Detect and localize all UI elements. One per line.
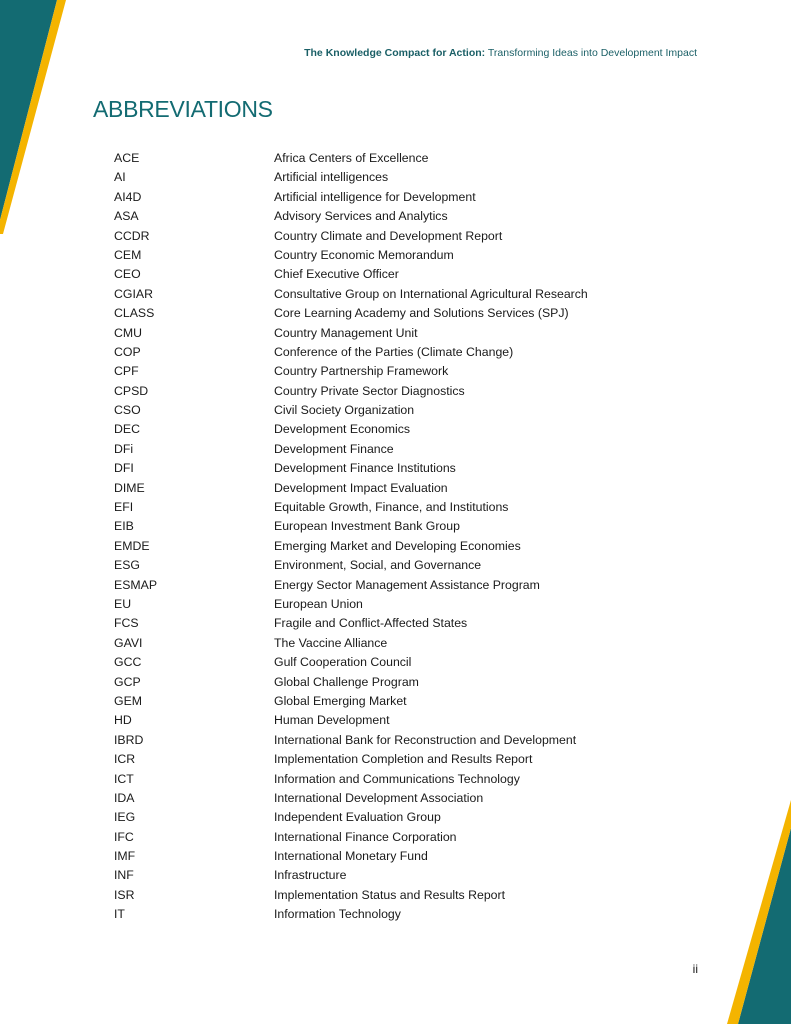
abbreviation-row bbox=[114, 750, 674, 769]
bottom-right-gold-stripe bbox=[727, 800, 791, 1024]
abbreviation-code: DIME bbox=[114, 480, 145, 495]
abbreviation-definition: Infrastructure bbox=[274, 868, 347, 883]
top-left-gold-stripe bbox=[0, 0, 66, 234]
abbreviation-definition: Implementation Completion and Results Report bbox=[274, 752, 533, 767]
abbreviation-code: CMU bbox=[114, 325, 143, 340]
abbreviation-definition: The Vaccine Alliance bbox=[274, 635, 388, 650]
abbreviation-row bbox=[114, 576, 674, 595]
abbreviation-code: AI4D bbox=[114, 189, 142, 204]
abbreviation-definition: Information Technology bbox=[274, 907, 401, 922]
abbreviation-row bbox=[114, 731, 674, 750]
abbreviation-definition: Core Learning Academy and Solutions Services (SPJ) bbox=[274, 306, 569, 321]
abbreviation-definition: Equitable Growth, Finance, and Institutions bbox=[274, 500, 509, 515]
abbreviation-row bbox=[114, 440, 674, 459]
abbreviation-row bbox=[114, 227, 674, 246]
running-header bbox=[304, 47, 697, 59]
abbreviation-code: IDA bbox=[114, 790, 135, 805]
abbreviation-code: FCS bbox=[114, 616, 139, 631]
abbreviation-definition: Implementation Status and Results Report bbox=[274, 887, 506, 902]
abbreviation-code: GCC bbox=[114, 655, 142, 670]
abbreviation-code: ICT bbox=[114, 771, 134, 786]
abbreviation-definition: Emerging Market and Developing Economies bbox=[274, 538, 521, 553]
abbreviation-row bbox=[114, 711, 674, 730]
abbreviation-code: EU bbox=[114, 596, 132, 611]
abbreviation-definition: Independent Evaluation Group bbox=[274, 810, 441, 825]
abbreviation-code: GCP bbox=[114, 674, 141, 689]
abbreviation-definition: Energy Sector Management Assistance Program bbox=[274, 577, 540, 592]
abbreviation-definition: Global Challenge Program bbox=[274, 674, 419, 689]
abbreviation-code: ESG bbox=[114, 558, 140, 573]
abbreviation-row bbox=[114, 459, 674, 478]
abbreviation-row bbox=[114, 692, 674, 711]
abbreviation-row bbox=[114, 537, 674, 556]
abbreviation-code: DFI bbox=[114, 461, 134, 476]
abbreviation-row bbox=[114, 866, 674, 885]
abbreviation-code: GEM bbox=[114, 693, 143, 708]
running-header-subtitle: Transforming Ideas into Development Impact bbox=[487, 47, 697, 59]
abbreviation-definition: International Development Association bbox=[274, 790, 484, 805]
abbreviation-code: ESMAP bbox=[114, 577, 158, 592]
abbreviation-row bbox=[114, 673, 674, 692]
abbreviation-row bbox=[114, 324, 674, 343]
abbreviation-row bbox=[114, 304, 674, 323]
abbreviation-row bbox=[114, 382, 674, 401]
abbreviation-code: HD bbox=[114, 713, 132, 728]
abbreviation-code: DFi bbox=[114, 441, 134, 456]
abbreviation-code: CCDR bbox=[114, 228, 150, 243]
abbreviation-code: IEG bbox=[114, 810, 136, 825]
abbreviation-definition: Artificial intelligence for Development bbox=[274, 189, 476, 204]
abbreviation-row bbox=[114, 808, 674, 827]
abbreviation-row bbox=[114, 789, 674, 808]
abbreviation-code: CGIAR bbox=[114, 286, 153, 301]
abbreviation-row bbox=[114, 207, 674, 226]
abbreviation-code: EMDE bbox=[114, 538, 150, 553]
bottom-right-teal-band bbox=[738, 828, 791, 1024]
top-left-teal-band bbox=[0, 0, 57, 220]
abbreviation-code: IT bbox=[114, 907, 125, 922]
abbreviation-definition: Development Finance Institutions bbox=[274, 461, 456, 476]
page-number: ii bbox=[692, 962, 698, 976]
page-title: ABBREVIATIONS bbox=[93, 96, 273, 122]
abbreviation-code: CEM bbox=[114, 247, 142, 262]
abbreviation-code: DEC bbox=[114, 422, 140, 437]
abbreviation-code: CPF bbox=[114, 364, 139, 379]
abbreviation-code: CPSD bbox=[114, 383, 149, 398]
abbreviation-definition: Development Finance bbox=[274, 441, 394, 456]
abbreviation-row bbox=[114, 246, 674, 265]
abbreviation-definition: Country Climate and Development Report bbox=[274, 228, 503, 243]
abbreviation-code: GAVI bbox=[114, 635, 143, 650]
abbreviation-row bbox=[114, 265, 674, 284]
abbreviation-row bbox=[114, 614, 674, 633]
abbreviation-code: EIB bbox=[114, 519, 134, 534]
abbreviation-code: ASA bbox=[114, 209, 139, 224]
abbreviation-definition: Country Partnership Framework bbox=[274, 364, 449, 379]
abbreviation-row bbox=[114, 343, 674, 362]
abbreviation-definition: Information and Communications Technology bbox=[274, 771, 520, 786]
abbreviation-code: EFI bbox=[114, 500, 134, 515]
abbreviation-list bbox=[114, 149, 674, 925]
abbreviation-code: CEO bbox=[114, 267, 141, 282]
abbreviation-definition: European Union bbox=[274, 596, 363, 611]
abbreviation-code: INF bbox=[114, 868, 134, 883]
abbreviation-definition: Gulf Cooperation Council bbox=[274, 655, 412, 670]
abbreviation-definition: Country Management Unit bbox=[274, 325, 418, 340]
abbreviation-definition: Africa Centers of Excellence bbox=[274, 151, 429, 165]
abbreviation-definition: Civil Society Organization bbox=[274, 403, 415, 418]
abbreviation-row bbox=[114, 653, 674, 672]
abbreviation-definition: International Bank for Reconstruction and Development bbox=[274, 732, 577, 747]
abbreviation-row bbox=[114, 517, 674, 536]
abbreviation-row bbox=[114, 401, 674, 420]
abbreviation-row bbox=[114, 362, 674, 381]
abbreviation-row bbox=[114, 498, 674, 517]
abbreviation-row bbox=[114, 168, 674, 187]
abbreviation-definition: International Finance Corporation bbox=[274, 829, 457, 844]
abbreviation-definition: Global Emerging Market bbox=[274, 693, 407, 708]
abbreviation-row bbox=[114, 479, 674, 498]
abbreviation-code: COP bbox=[114, 344, 141, 359]
abbreviation-definition: Country Economic Memorandum bbox=[274, 247, 454, 262]
abbreviation-definition: Chief Executive Officer bbox=[274, 267, 399, 282]
abbreviation-code: CSO bbox=[114, 403, 141, 418]
abbreviation-row bbox=[114, 595, 674, 614]
abbreviation-row bbox=[114, 847, 674, 866]
abbreviation-code: CLASS bbox=[114, 306, 155, 321]
abbreviation-row bbox=[114, 188, 674, 207]
abbreviation-definition: Human Development bbox=[274, 713, 390, 728]
abbreviation-row bbox=[114, 770, 674, 789]
abbreviation-code: IFC bbox=[114, 829, 134, 844]
abbreviation-row bbox=[114, 149, 674, 168]
abbreviation-row bbox=[114, 420, 674, 439]
abbreviation-definition: Country Private Sector Diagnostics bbox=[274, 383, 465, 398]
abbreviation-definition: International Monetary Fund bbox=[274, 849, 428, 864]
abbreviation-code: ISR bbox=[114, 887, 135, 902]
abbreviation-definition: Conference of the Parties (Climate Change) bbox=[274, 344, 514, 359]
abbreviation-definition: Consultative Group on International Agricultural Research bbox=[274, 286, 588, 301]
abbreviation-code: AI bbox=[114, 170, 126, 185]
abbreviation-row bbox=[114, 285, 674, 304]
abbreviation-definition: European Investment Bank Group bbox=[274, 519, 460, 534]
abbreviation-definition: Development Impact Evaluation bbox=[274, 480, 448, 495]
abbreviation-row bbox=[114, 886, 674, 905]
abbreviation-code: ICR bbox=[114, 752, 136, 767]
abbreviation-row bbox=[114, 905, 674, 924]
running-header-bold: The Knowledge Compact for Action: bbox=[304, 47, 486, 59]
abbreviation-row bbox=[114, 828, 674, 847]
abbreviation-row bbox=[114, 556, 674, 575]
abbreviation-code: IBRD bbox=[114, 732, 144, 747]
abbreviation-definition: Environment, Social, and Governance bbox=[274, 558, 482, 573]
abbreviation-definition: Artificial intelligences bbox=[274, 170, 389, 185]
abbreviation-code: ACE bbox=[114, 151, 140, 165]
abbreviation-row bbox=[114, 634, 674, 653]
abbreviation-definition: Development Economics bbox=[274, 422, 411, 437]
abbreviation-definition: Advisory Services and Analytics bbox=[274, 209, 448, 224]
abbreviation-code: IMF bbox=[114, 849, 136, 864]
abbreviation-definition: Fragile and Conflict-Affected States bbox=[274, 616, 468, 631]
